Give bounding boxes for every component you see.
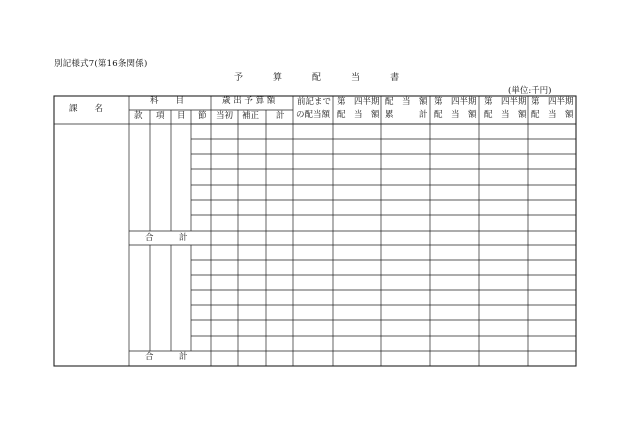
header-initial: 当初 [216, 111, 234, 121]
header-subject: 科 目 [150, 96, 185, 106]
header-prev-allotment-line2: の配当額 [296, 110, 331, 120]
header-budget-total: 計 [276, 111, 285, 121]
header-kan: 款 [134, 111, 143, 121]
header-quarter-a-line1: 第 四半期 [337, 97, 380, 107]
header-quarter-a-line2: 配 当 額 [337, 110, 380, 120]
header-quarter-d-line2: 配 当 額 [531, 110, 574, 120]
header-revised: 補正 [242, 111, 260, 121]
header-budget: 歳 出 予 算 額 [222, 96, 276, 106]
header-division: 課 名 [69, 104, 104, 114]
header-cumulative-line1: 配 当 額 [385, 97, 428, 107]
header-quarter-b-line1: 第 四半期 [434, 97, 477, 107]
header-quarter-b-line2: 配 当 額 [434, 110, 477, 120]
header-setsu: 節 [198, 111, 207, 121]
header-cumulative-line2b: 計 [419, 110, 428, 120]
subtotal-label-2: 合 計 [145, 352, 188, 362]
header-prev-allotment-line1: 前記まで [297, 97, 332, 107]
header-kou: 項 [156, 111, 165, 121]
title-char: 当 [351, 73, 361, 83]
title-char: 書 [390, 73, 400, 83]
header-quarter-c-line1: 第 四半期 [484, 97, 527, 107]
subtotal-label-1: 合 計 [145, 233, 188, 243]
header-cumulative-line2a: 累 [385, 110, 394, 120]
header-quarter-d-line1: 第 四半期 [531, 97, 574, 107]
title-char: 予 [234, 73, 244, 83]
header-moku: 目 [177, 111, 186, 121]
unit-note: (単位:千円) [508, 86, 552, 96]
form-reference: 別記様式7(第16条関係) [54, 59, 148, 69]
title-char: 算 [273, 73, 283, 83]
title-char: 配 [312, 73, 322, 83]
header-quarter-c-line2: 配 当 額 [484, 110, 527, 120]
